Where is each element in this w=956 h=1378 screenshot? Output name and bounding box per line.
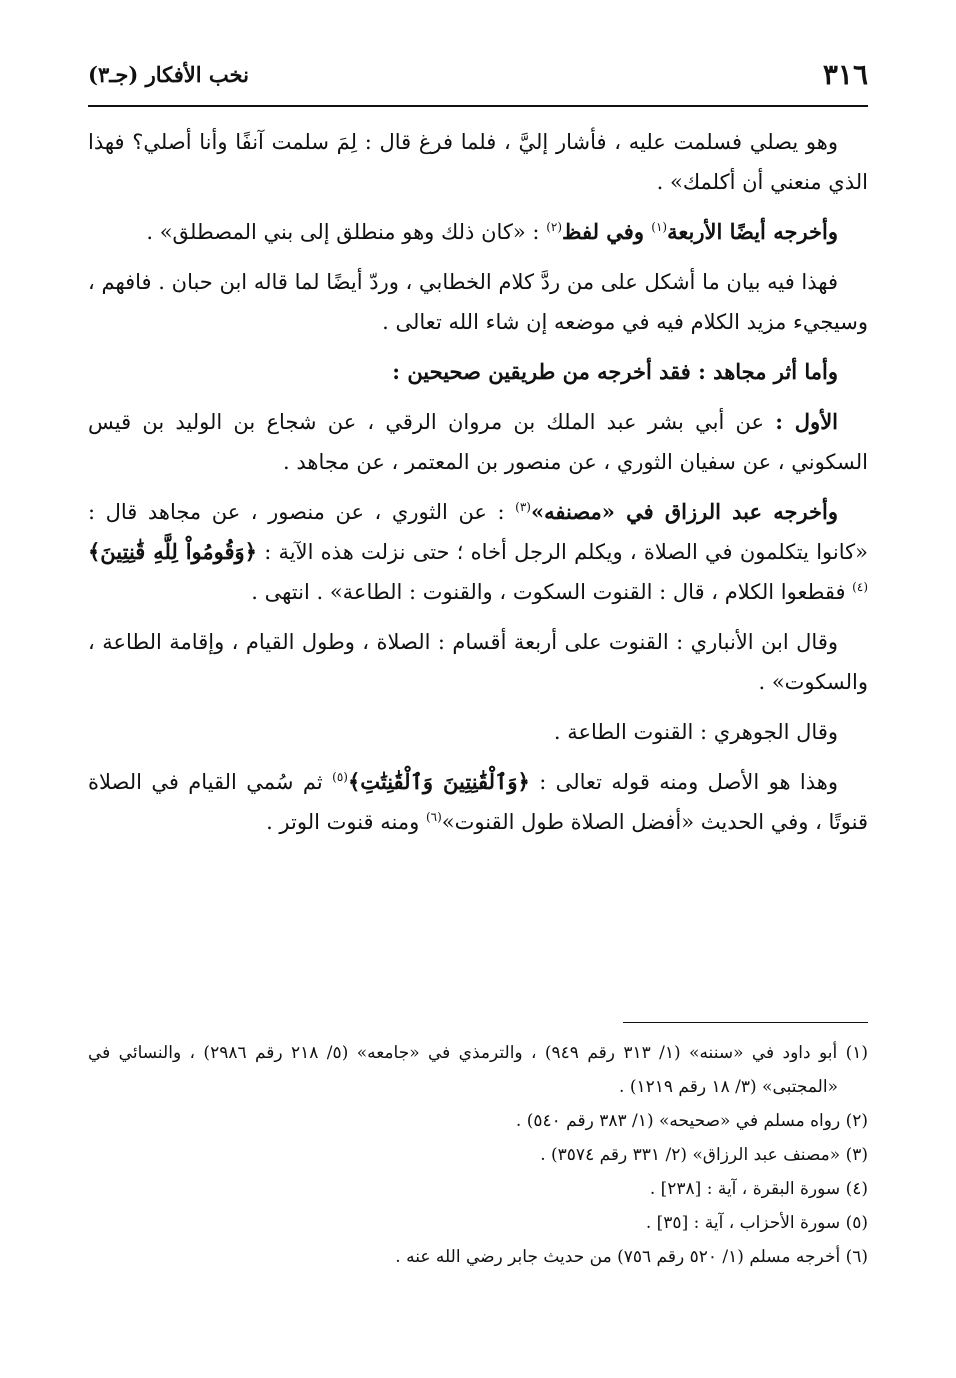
running-title: نخب الأفكار (جـ٣) — [88, 62, 249, 87]
paragraph: وقال الجوهري : القنوت الطاعة . — [553, 720, 838, 744]
footnote-item: (٦) أخرجه مسلم (١/ ٥٢٠ رقم ٧٥٦) من حديث جابر رضي الله عنه . — [395, 1247, 868, 1267]
footnote-item: (٥) سورة الأحزاب ، آية : [٣٥] . — [645, 1213, 868, 1233]
footnote-ref[interactable]: (٥) — [332, 770, 348, 784]
section-heading: وأما أثر مجاهد : فقد أخرجه من طريقين صحيحين : — [392, 359, 838, 384]
page-number: ٣١٦ — [822, 58, 868, 91]
paragraph: وأخرجه عبد الرزاق في «مصنفه»$^{(٣)}$ : عن الثوري ، عن منصور ، عن مجاهد قال : «كانوا يتكلمون في الصلاة ، ويكلم الرجل أخاه ؛ حتى نزلت هذه الآية : ﴿وَقُومُواْ لِلَّهِ قَٰنِتِينَ﴾$^{(٤)}$ فقطعوا الكلام ، قال : القنوت السكوت ، والقنوت : الطاعة» . انتهى . — [88, 499, 868, 604]
paragraph: فهذا فيه بيان ما أشكل على من ردَّ كلام الخطابي ، وردّ أيضًا لما قاله ابن حبان . فافهم ، وسيجيء مزيد الكلام فيه في موضعه إن شاء الله تعالى . — [88, 270, 868, 334]
main-text — [88, 122, 868, 852]
paragraph: وقال ابن الأنباري : القنوت على أربعة أقسام : الصلاة ، وطول القيام ، وإقامة الطاعة ، والسكوت» . — [88, 630, 868, 694]
footnote-ref[interactable]: (٢) — [546, 220, 563, 234]
footnote-item: (٣) «مصنف عبد الرزاق» (٢/ ٣٣١ رقم ٣٥٧٤) . — [540, 1145, 868, 1165]
header-rule — [88, 105, 868, 107]
quran-verse: ﴿وَقُومُواْ لِلَّهِ قَٰنِتِينَ﴾ — [88, 539, 257, 564]
footnote-separator — [623, 1022, 868, 1023]
footnote-item: (١) أبو داود في «سننه» (١/ ٣١٣ رقم ٩٤٩) ، والترمذي في «جامعه» (٥/ ٢١٨ رقم ٢٩٨٦) ، والنسائي في «المجتبى» (٣/ ١٨ رقم ١٢١٩) . — [88, 1043, 869, 1097]
footnote-ref[interactable]: (٣) — [515, 500, 531, 514]
footnote-ref[interactable]: (١) — [651, 220, 668, 234]
footnote-ref[interactable]: (٤) — [852, 580, 868, 594]
paragraph: وهو يصلي فسلمت عليه ، فأشار إليَّ ، فلما فرغ قال : لِمَ سلمت آنفًا وأنا أصلي؟ فهذا الذي منعني أن أكلمك» . — [88, 130, 868, 194]
page-header — [88, 52, 868, 102]
footnotes — [88, 1036, 868, 1274]
footnote-ref[interactable]: (٦) — [425, 810, 442, 824]
footnote-item: (٢) رواه مسلم في «صحيحه» (١/ ٣٨٣ رقم ٥٤٠) . — [515, 1111, 868, 1131]
paragraph: وهذا هو الأصل ومنه قوله تعالى : ﴿وَٱلْقَٰنِتِينَ وَٱلْقَٰنِتَٰتِ﴾$^{(٥)}$ ثم سُمي القيام في الصلاة قنوتًا ، وفي الحديث «أفضل الصلاة طول القنوت»$^{(٦)}$ ومنه قنوت الوتر . — [88, 769, 868, 834]
footnote-item: (٤) سورة البقرة ، آية : [٢٣٨] . — [649, 1179, 868, 1199]
quran-verse: ﴿وَٱلْقَٰنِتِينَ وَٱلْقَٰنِتَٰتِ﴾ — [347, 769, 530, 794]
paragraph: الأول : عن أبي بشر عبد الملك بن مروان الرقي ، عن شجاع بن الوليد بن قيس السكوني ، عن سفيان الثوري ، عن منصور بن المعتمر ، عن مجاهد . — [88, 409, 868, 474]
paragraph: وأخرجه أيضًا الأربعة$^{(١)}$ وفي لفظ$^{(٢)}$ : «كان ذلك وهو منطلق إلى بني المصطلق» . — [146, 219, 838, 244]
